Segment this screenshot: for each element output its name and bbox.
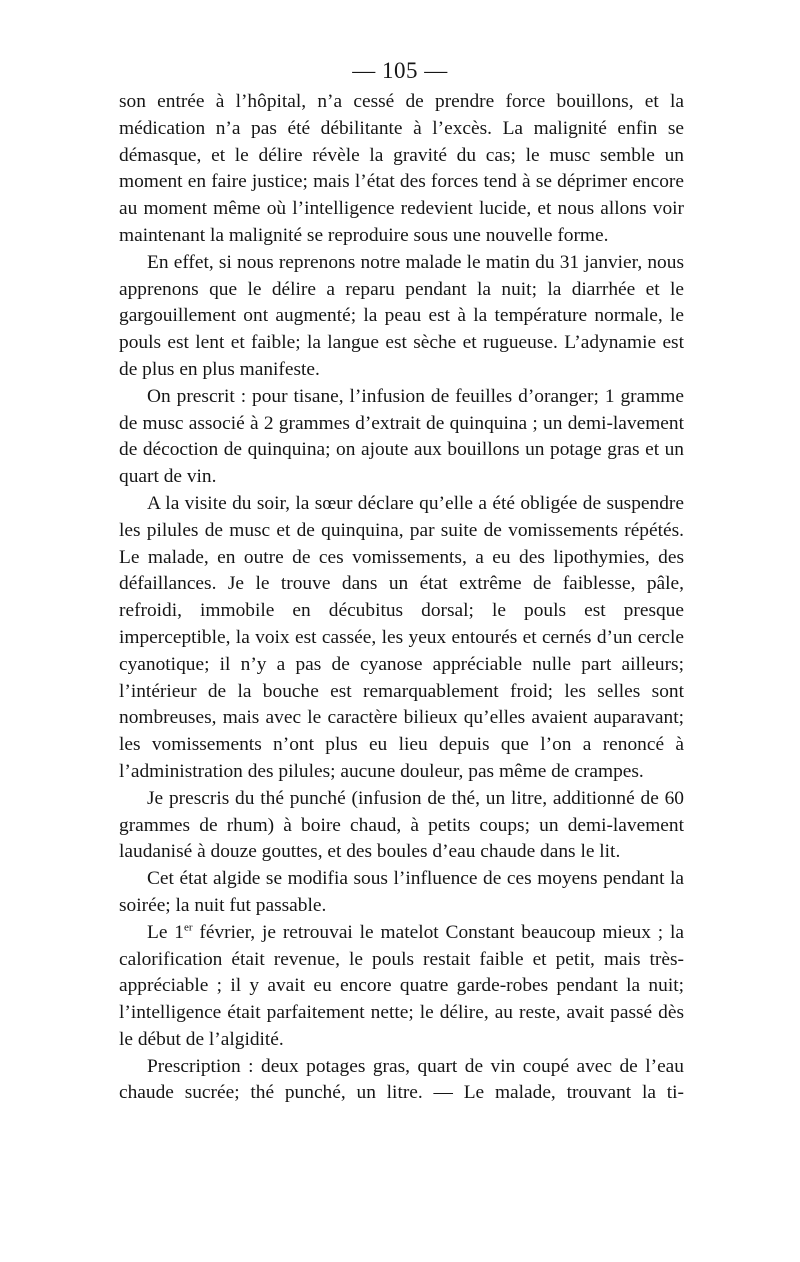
ordinal-superscript: er bbox=[184, 921, 193, 934]
paragraph-visite-du-soir: A la visite du soir, la sœur déclare qu’elle a été obligée de suspendre les pilules de musc et de quinquina, par suite de vomissements répétés. Le malade, en outre de ces vomissements, a eu des lipothymies, des défaillances. Je le trouve dans un état extrême de faiblesse, pâle, refroidi, immobile en décubitus dorsal; le pouls est presque imperceptible, la voix est cassée, les yeux entourés et cernés d’un cercle cyanotique; il n’y a pas de cyanose appréciable nulle part ailleurs; l’intérieur de la bouche est remarquablement froid; les selles sont nombreuses, mais avec le caractère bilieux qu’elles avaient auparavant; les vomissements n’ont plus eu lieu depuis que l’on a renoncé à l’administration des pilules; aucune douleur, pas même de crampes. bbox=[119, 492, 684, 782]
body-text bbox=[119, 89, 684, 1107]
paragraph-1er-fevrier bbox=[119, 920, 684, 1054]
paragraph-en-effet: En effet, si nous reprenons notre malade le matin du 31 janvier, nous apprenons que le délire a reparu pendant la nuit; la diarrhée et le gargouillement ont augmenté; la peau est à la température normale, le pouls est lent et faible; la langue est sèche et rugueuse. L’adynamie est de plus en plus manifeste. bbox=[119, 251, 684, 380]
paragraph-etat-algide: Cet état algide se modifia sous l’influence de ces moyens pendant la soirée; la nuit fut passable. bbox=[119, 868, 684, 916]
paragraph-prescription: Prescription : deux potages gras, quart de vin coupé avec de l’eau chaude sucrée; thé punché, un litre. — Le malade, trouvant la ti- bbox=[119, 1055, 684, 1104]
paragraph-the-punche: Je prescris du thé punché (infusion de thé, un litre, additionné de 60 grammes de rhum) à boire chaud, à petits coups; un demi-lavement laudanisé à douze gouttes, et des boules d’eau chaude dans le lit. bbox=[119, 787, 684, 863]
paragraph-1er-fevrier-text: février, je retrouvai le matelot Constant beaucoup mieux ; la calorification était revenue, le pouls restait faible et petit, mais très-appréciable ; il y avait eu encore quatre garde-robes pendant la nuit; l’intelligence était parfaitement nette; le délire, au reste, avait passé dès le début de l’algidité. bbox=[119, 921, 684, 1050]
paragraph-on-prescrit: On prescrit : pour tisane, l’infusion de feuilles d’oranger; 1 gramme de musc associé à 2 grammes d’extrait de quinquina ; un demi-lavement de décoction de quinquina; on ajoute aux bouillons un potage gras et un quart de vin. bbox=[119, 385, 684, 488]
page-number: — 105 — bbox=[352, 58, 448, 83]
paragraph-continuation: son entrée à l’hôpital, n’a cessé de prendre force bouillons, et la médication n’a pas été débilitante à l’excès. La malignité enfin se démasque, et le délire révèle la gravité du cas; le musc semble un moment en faire justice; mais l’état des forces tend à se déprimer encore au moment même où l’intelligence redevient lucide, et nous allons voir maintenant la malignité se reproduire sous une nouvelle forme. bbox=[119, 91, 684, 246]
date-prefix: Le 1 bbox=[147, 921, 184, 943]
